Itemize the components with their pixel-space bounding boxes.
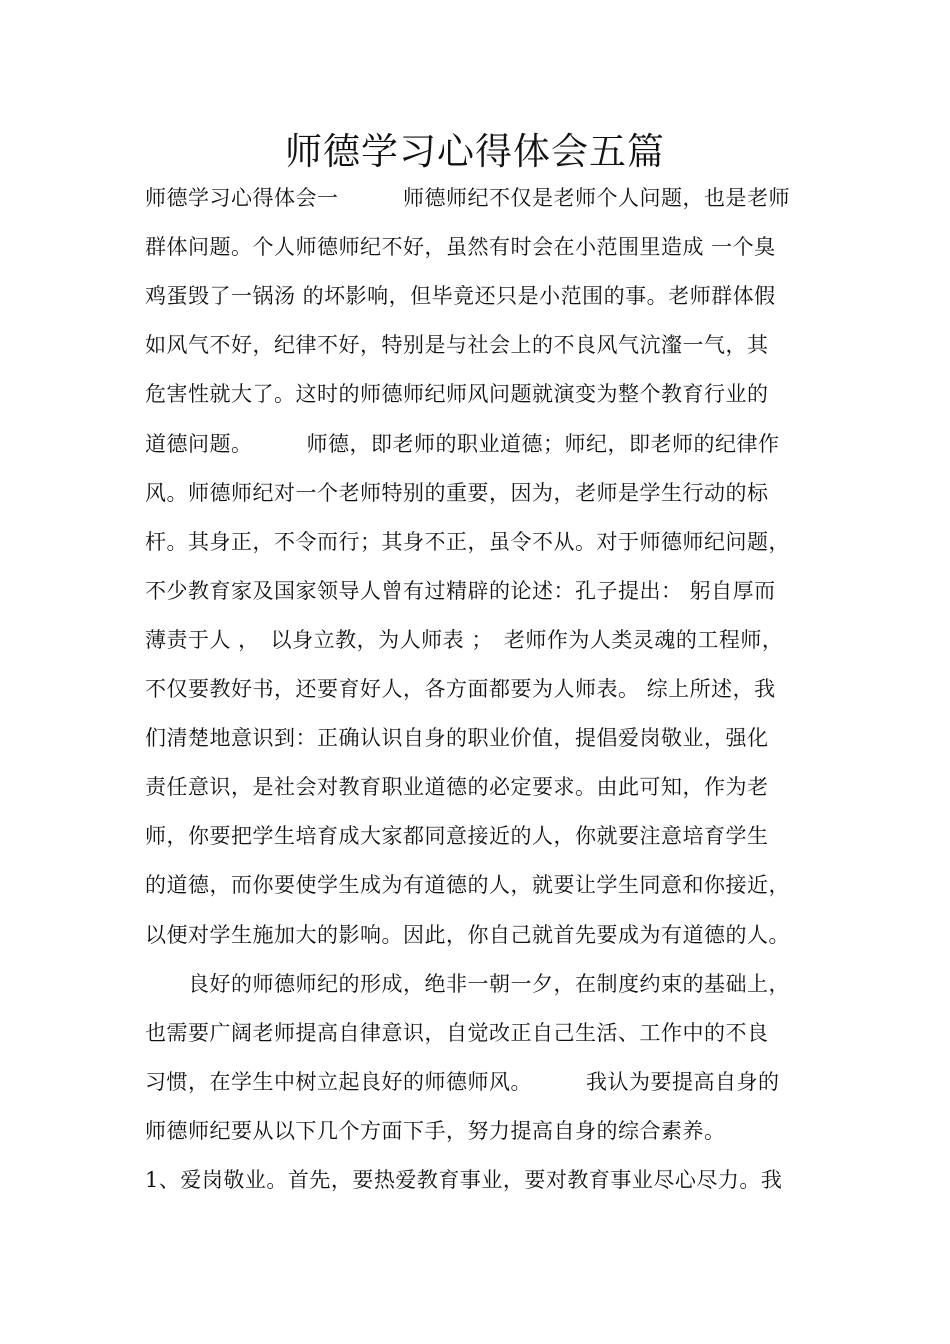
body-text-line: 以便对学生施加大的影响。因此，你自己就首先要成为有道德的人。 [145, 922, 790, 947]
body-text-line: 鸡蛋毁了一锅汤 的坏影响，但毕竟还只是小范围的事。老师群体假 [145, 284, 776, 309]
body-text-line: 习惯，在学生中树立起良好的师德师风。 我认为要提高自身的 [145, 1069, 780, 1094]
body-text-line: 风。师德师纪对一个老师特别的重要，因为，老师是学生行动的标 [145, 480, 769, 505]
body-text-line: 不少教育家及国家领导人曾有过精辟的论述：孔子提出： 躬自厚而 [145, 578, 776, 603]
body-text-line: 师德师纪要从以下几个方面下手，努力提高自身的综合素养。 [145, 1118, 726, 1143]
document-title: 师德学习心得体会五篇 [285, 130, 665, 173]
body-text-line: 不仅要教好书，还要育好人，各方面都要为人师表。 综上所述，我 [145, 677, 776, 701]
body-text-line: 良好的师德师纪的形成，绝非一朝一夕，在制度约束的基础上， [145, 971, 790, 996]
body-text-line: 如风气不好，纪律不好，特别是与社会上的不良风气沆瀣一气，其 [145, 333, 769, 358]
body-text-line: 杆。其身正，不令而行；其身不正，虽令不从。对于师德师纪问题， [145, 529, 790, 554]
body-text-line: 们清楚地意识到：正确认识自身的职业价值，提倡爱岗敬业，强化 [145, 726, 769, 751]
body-text-line: 1、爱岗敬业。首先，要热爱教育事业，要对教育事业尽心尽力。我 [145, 1168, 783, 1192]
body-text-line: 也需要广阔老师提高自律意识，自觉改正自己生活、工作中的不良 [145, 1020, 769, 1045]
body-text-line: 的道德，而你要使学生成为有道德的人，就要让学生同意和你接近， [145, 873, 790, 898]
body-text-line: 道德问题。 师德，即老师的职业道德；师纪，即老师的纪律作 [145, 431, 780, 456]
body-text-line: 群体问题。个人师德师纪不好，虽然有时会在小范围里造成 一个臭 [145, 235, 776, 260]
body-text-line: 师，你要把学生培育成大家都同意接近的人，你就要注意培育学生 [145, 824, 769, 849]
body-text-line: 师德学习心得体会一 师德师纪不仅是老师个人问题，也是老师 [145, 186, 790, 210]
body-text-line: 责任意识，是社会对教育职业道德的必定要求。由此可知，作为老 [145, 775, 769, 800]
body-text-line: 危害性就大了。这时的师德师纪师风问题就演变为整个教育行业的 [145, 382, 769, 407]
body-text-line: 薄责于人 ， 以身立教，为人师表 ； 老师作为人类灵魂的工程师， [145, 627, 784, 652]
